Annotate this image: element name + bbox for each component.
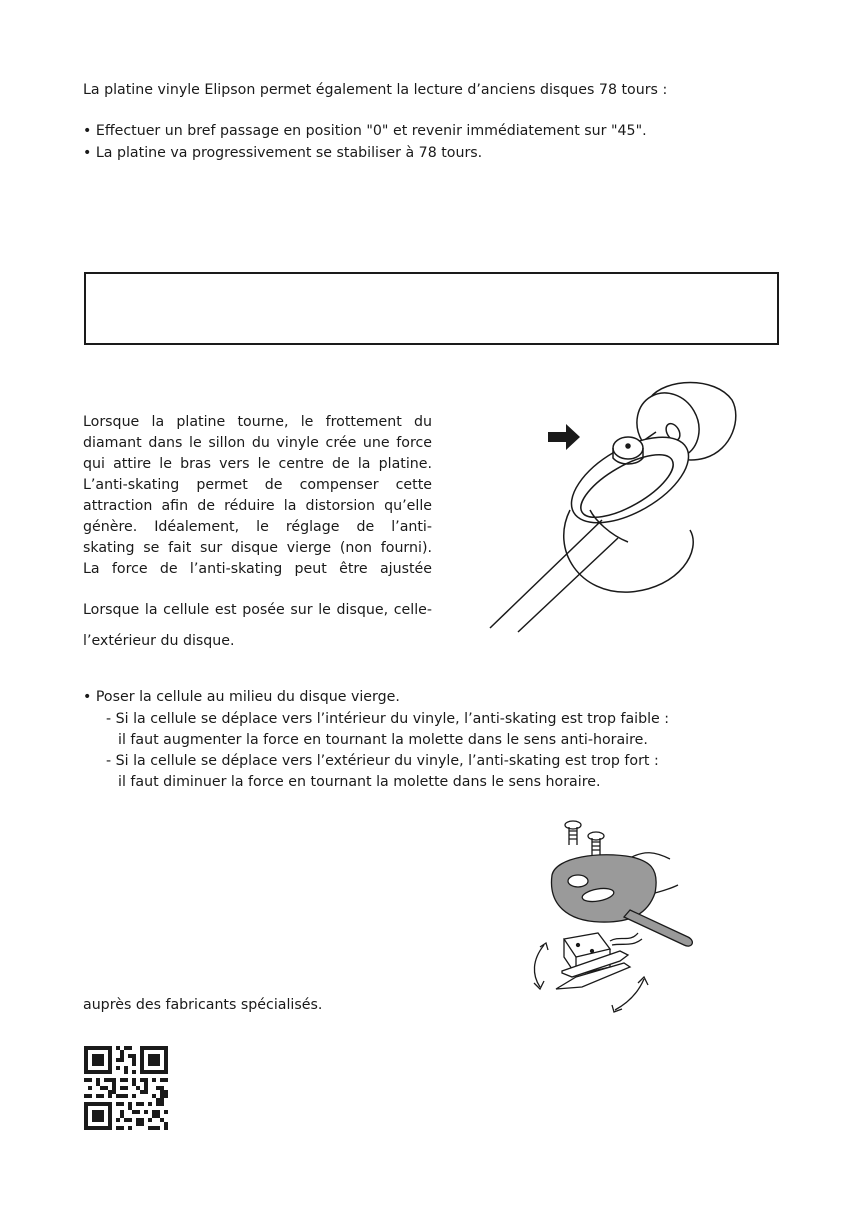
paragraph-line: Lorsque la platine tourne, le frottement du <box>83 414 432 430</box>
anti-skating-illustration <box>480 370 750 640</box>
step-line: - Si la cellule se déplace vers l’intérieur du vinyle, l’anti-skating est trop faible : <box>106 711 670 727</box>
section-heading-box <box>84 272 779 345</box>
step-line: • Poser la cellule au milieu du disque vierge. <box>83 689 400 705</box>
step-line: - Si la cellule se déplace vers l’extérieur du vinyle, l’anti-skating est trop fort : <box>106 753 659 769</box>
paragraph-line: La force de l’anti-skating peut être ajustée <box>83 561 432 577</box>
qr-code[interactable] <box>84 1046 168 1130</box>
paragraph-line: diamant dans le sillon du vinyle crée une force <box>83 435 432 451</box>
speed-bullet: • Effectuer un bref passage en position "0" et revenir immédiatement sur "45". <box>83 123 647 139</box>
speed-bullet: • La platine va progressivement se stabiliser à 78 tours. <box>83 145 483 161</box>
intro-text: La platine vinyle Elipson permet également la lecture d’anciens disques 78 tours : <box>83 82 668 98</box>
paragraph-line: skating se fait sur disque vierge (non fourni). <box>83 540 432 556</box>
cartridge-illustration <box>520 815 700 1020</box>
paragraph-line: L’anti-skating permet de compenser cette <box>83 477 432 493</box>
step-line: il faut diminuer la force en tournant la molette dans le sens horaire. <box>118 774 601 790</box>
paragraph-line: Lorsque la cellule est posée sur le disque, celle- <box>83 602 432 618</box>
step-line: il faut augmenter la force en tournant la molette dans le sens anti-horaire. <box>118 732 648 748</box>
paragraph-line: l’extérieur du disque. <box>83 633 235 649</box>
paragraph-line: auprès des fabricants spécialisés. <box>83 997 323 1013</box>
paragraph-line: attraction afin de réduire la distorsion qu’elle <box>83 498 432 514</box>
paragraph-line: génère. Idéalement, le réglage de l’anti- <box>83 519 432 535</box>
paragraph-line: qui attire le bras vers le centre de la platine. <box>83 456 432 472</box>
